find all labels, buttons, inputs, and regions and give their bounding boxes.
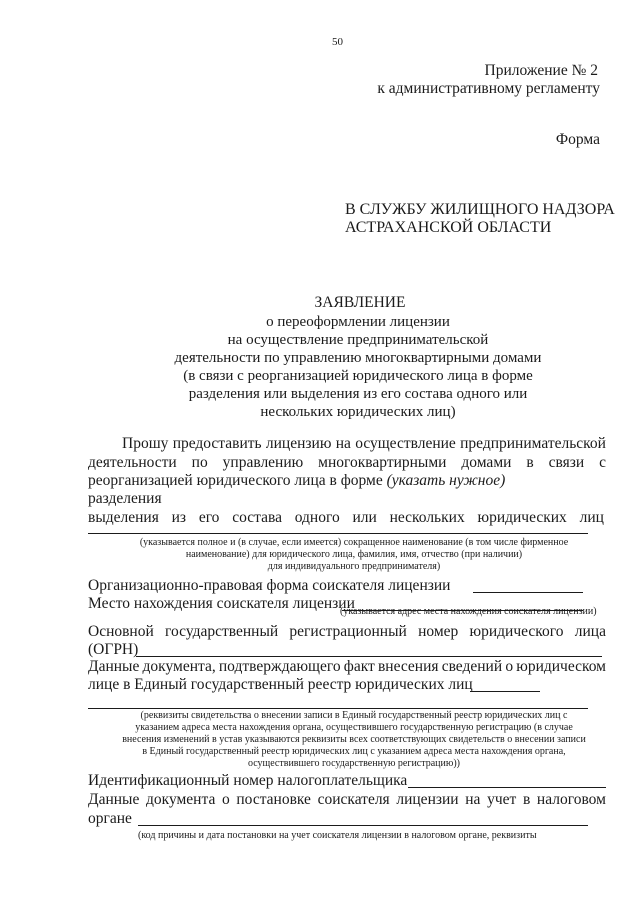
document-title: ЗАЯВЛЕНИЕ [314,294,406,311]
legal-form-field[interactable] [473,592,583,593]
request-line-3: реорганизацией юридического лица в форме (указать нужное) [88,472,506,489]
name-caption-1: (указывается полное и (в случае, если имеется) сокращенное наименование (в том числе фирменное [139,537,569,548]
tax-field[interactable] [138,825,588,826]
title-line-5: разделения или выделения из его состава одного или [188,386,528,402]
request-line-2: деятельности по управлению многоквартирными домами в связи с [88,454,606,471]
request-line-1: Прошу предоставить лицензию на осуществление предпринимательской [122,435,606,452]
inn-label: Идентификационный номер налогоплательщика [88,772,408,789]
choose-needed-hint: (указать нужное) [386,472,506,489]
title-line-1: о переоформлении лицензии [266,314,450,330]
tax-caption: (код причины и дата постановки на учет соискателя лицензии в налоговом органе, реквизиты [138,830,537,841]
appendix-regulation: к административному регламенту [377,80,600,97]
appendix-number: Приложение № 2 [484,62,598,79]
name-caption-2: наименование) для юридического лица, фамилия, имя, отчество (при наличии) [185,549,523,560]
egrul-caption-5: осуществившего государственную регистрацию)) [247,758,461,769]
option-separation: выделения из его состава одного или нескольких юридических лиц [88,509,604,526]
tax-line-2: органе [88,810,132,827]
location-label: Место нахождения соискателя лицензии [88,595,355,612]
egrul-field[interactable] [88,708,588,709]
addressee-line-2: АСТРАХАНСКОЙ ОБЛАСТИ [345,219,552,236]
egrul-caption-3: внесения изменений в устав указываются реквизиты всех соответствующих свидетельств о внесении записи [122,734,586,745]
egrul-caption-1: (реквизиты свидетельства о внесении записи в Единый государственный реестр юридических лиц с [140,710,568,721]
inn-field[interactable] [408,787,606,788]
ogrn-field[interactable] [136,656,602,657]
title-line-6: нескольких юридических лиц) [260,404,456,420]
tax-line-1: Данные документа о постановке соискателя лицензии на учет в налоговом [88,791,606,808]
location-caption: (указывается адрес места нахождения соискателя лицензии) [340,606,597,617]
legal-form-label: Организационно-правовая форма соискателя лицензии [88,577,451,594]
option-division: разделения [88,490,162,507]
ogrn-label: (ОГРН) [88,641,139,658]
ogrn-line-1: Основной государственный регистрационный номер юридического лица [88,623,606,640]
egrul-caption-2: указанием адреса места нахождения органа, осуществившего государственную регистрацию (в случае [135,722,573,733]
egrul-line-2: лице в Единый государственный реестр юридических лиц [88,676,473,693]
egrul-field-end[interactable] [470,691,540,692]
page-number: 50 [332,36,343,48]
egrul-caption-4: в Единый государственный реестр юридических лиц с указанием адреса места нахождения органа, [142,746,566,757]
egrul-line-1: Данные документа, подтверждающего факт внесения сведений о юридическом [88,658,606,675]
applicant-name-line[interactable] [88,533,588,534]
form-label: Форма [555,131,600,148]
title-line-3: деятельности по управлению многоквартирными домами [174,350,542,366]
title-line-2: на осуществление предпринимательской [227,332,489,348]
name-caption-3: для индивидуального предпринимателя) [267,561,441,572]
title-line-4: (в связи с реорганизацией юридического лица в форме [183,368,533,384]
addressee-line-1: В СЛУЖБУ ЖИЛИЩНОГО НАДЗОРА [345,201,615,218]
